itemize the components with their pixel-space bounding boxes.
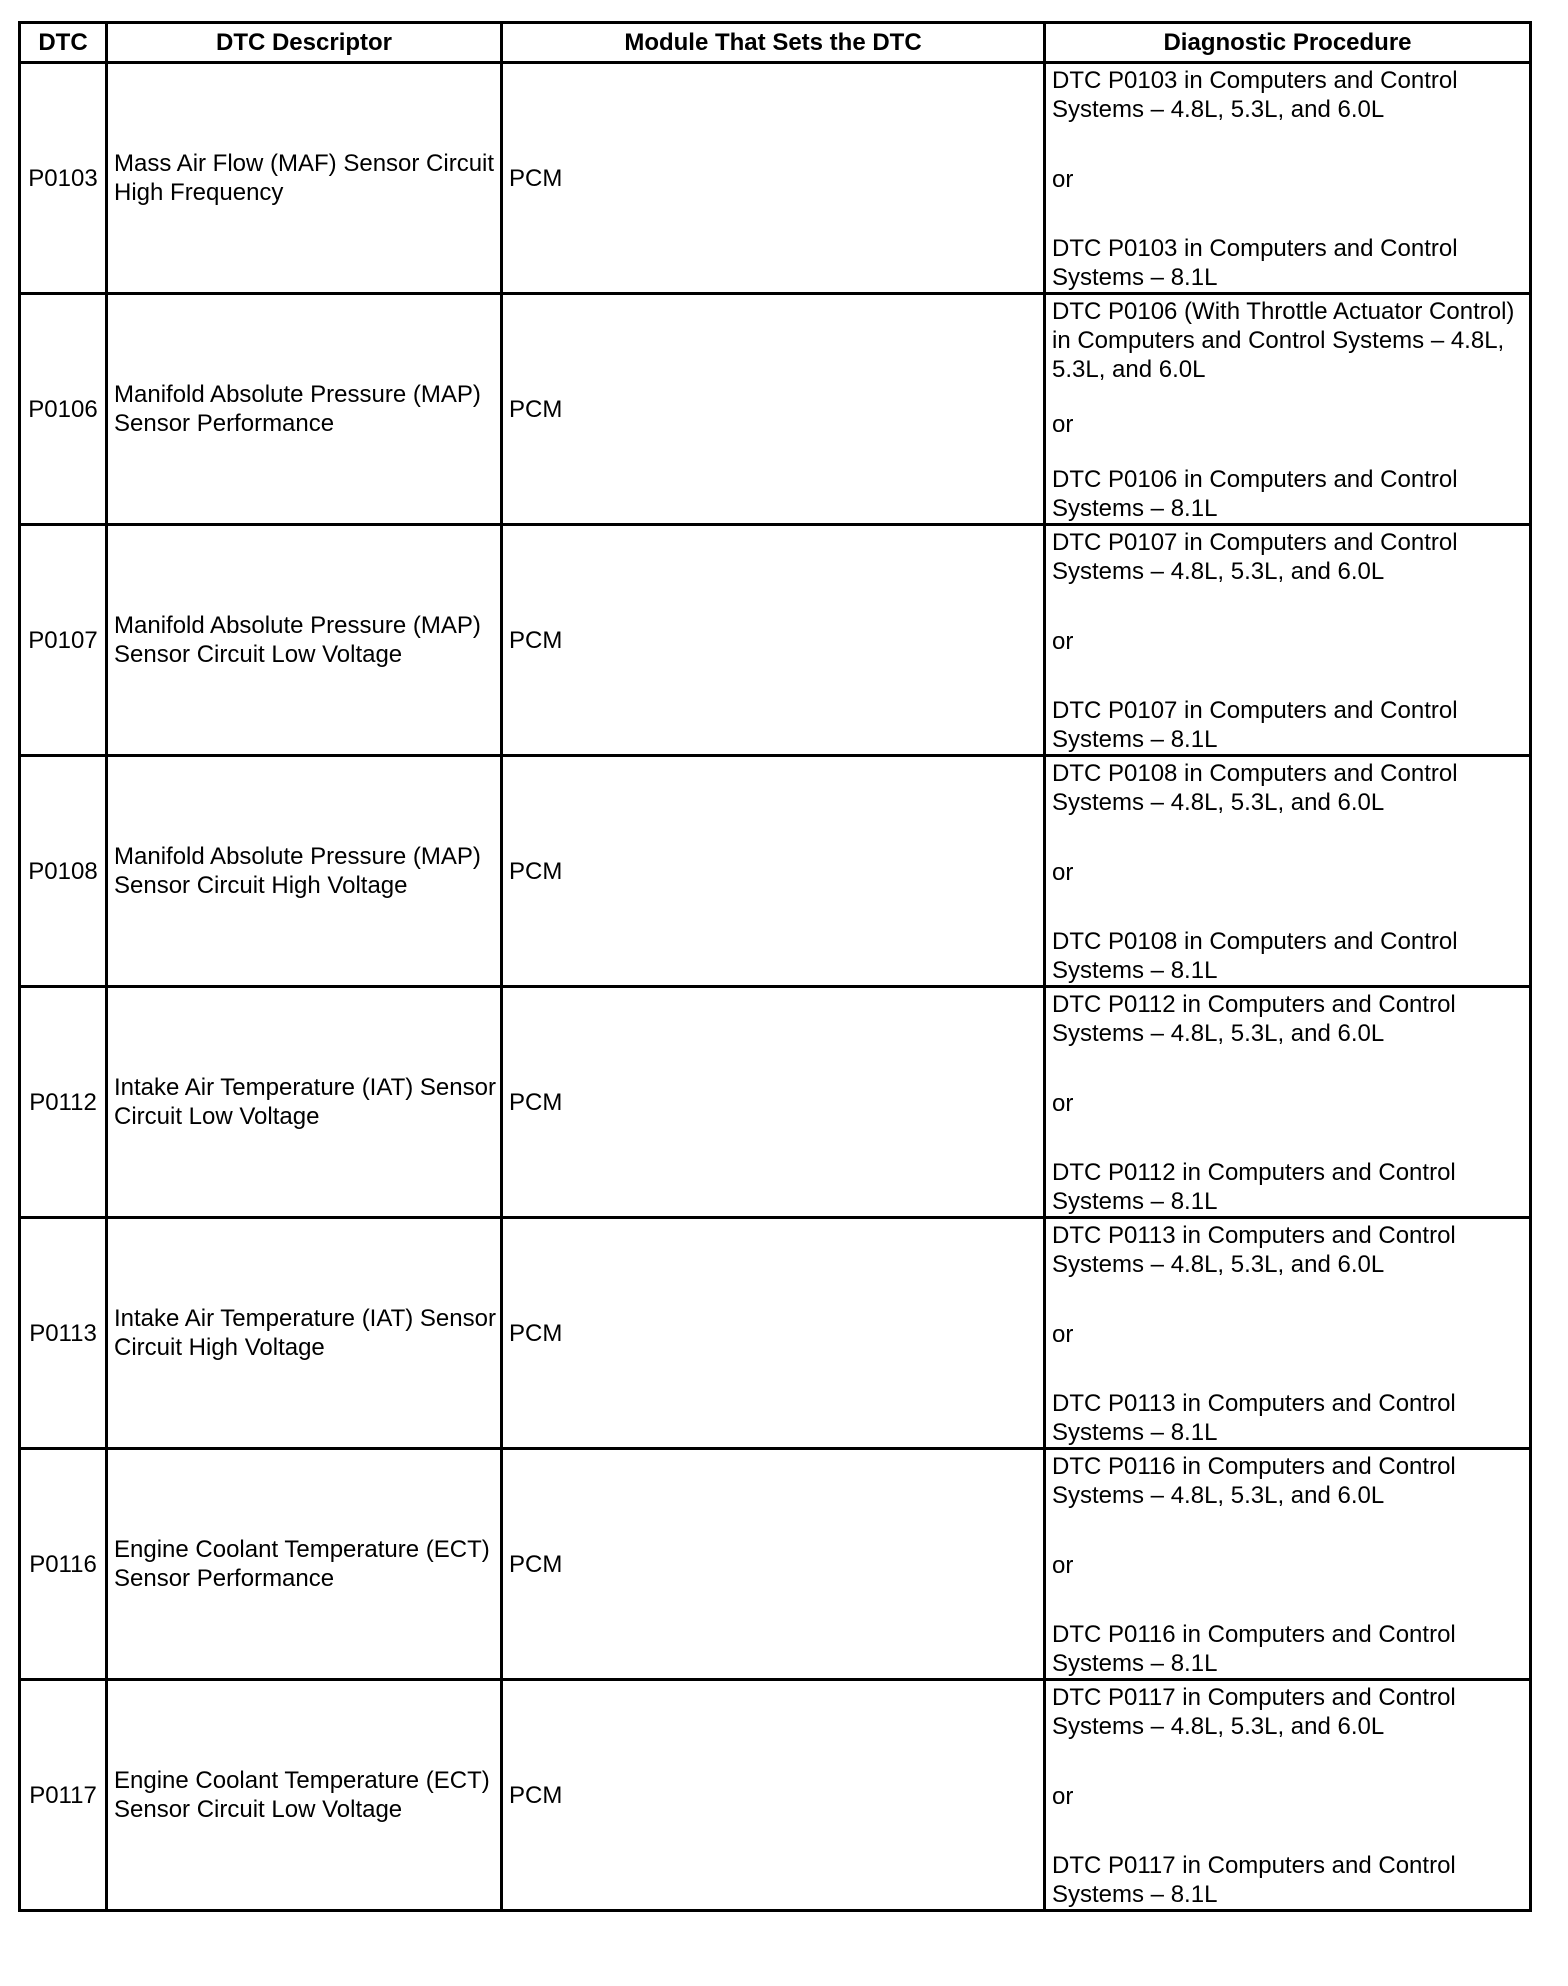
procedure-or: or: [1052, 858, 1074, 886]
procedure-or: or: [1052, 165, 1074, 193]
procedure-alternate: DTC P0117 in Computers and Control Systems – 8.1L: [1052, 1852, 1456, 1908]
procedure-box: [1052, 526, 1529, 754]
procedure-box: [1052, 988, 1529, 1216]
procedure-alternate: DTC P0112 in Computers and Control Systems – 8.1L: [1052, 1159, 1456, 1215]
module-name: PCM: [502, 1218, 1045, 1449]
table-body: [20, 63, 1531, 1911]
procedure-box: [1052, 1219, 1529, 1447]
procedure-or: or: [1052, 1320, 1074, 1348]
module-name: PCM: [502, 756, 1045, 987]
procedure-box: [1052, 1681, 1529, 1909]
procedure-primary: DTC P0116 in Computers and Control Systems – 4.8L, 5.3L, and 6.0L: [1052, 1453, 1456, 1509]
table-row: [20, 987, 1531, 1218]
diagnostic-procedure: [1045, 987, 1531, 1218]
table-row: [20, 1449, 1531, 1680]
dtc-descriptor: Engine Coolant Temperature (ECT) Sensor Circuit Low Voltage: [107, 1680, 502, 1911]
procedure-primary: DTC P0108 in Computers and Control Systems – 4.8L, 5.3L, and 6.0L: [1052, 760, 1458, 816]
diagnostic-procedure: [1045, 63, 1531, 294]
dtc-descriptor: Intake Air Temperature (IAT) Sensor Circuit High Voltage: [107, 1218, 502, 1449]
diagnostic-procedure: [1045, 1218, 1531, 1449]
header-dtc: DTC: [20, 23, 107, 63]
procedure-alternate: DTC P0113 in Computers and Control Systems – 8.1L: [1052, 1390, 1456, 1446]
dtc-descriptor: Intake Air Temperature (IAT) Sensor Circuit Low Voltage: [107, 987, 502, 1218]
dtc-descriptor: Engine Coolant Temperature (ECT) Sensor Performance: [107, 1449, 502, 1680]
diagnostic-procedure: [1045, 525, 1531, 756]
procedure-alternate: DTC P0108 in Computers and Control Systems – 8.1L: [1052, 928, 1458, 984]
header-row: [20, 23, 1531, 63]
dtc-code: P0106: [20, 294, 107, 525]
module-name: PCM: [502, 1680, 1045, 1911]
procedure-box: [1052, 757, 1529, 985]
procedure-primary: DTC P0106 (With Throttle Actuator Control) in Computers and Control Systems – 4.8L, 5.3L, and 6.0L: [1052, 298, 1515, 383]
procedure-alternate: DTC P0116 in Computers and Control Systems – 8.1L: [1052, 1621, 1456, 1677]
header-procedure: Diagnostic Procedure: [1045, 23, 1531, 63]
module-name: PCM: [502, 294, 1045, 525]
table-row: [20, 1680, 1531, 1911]
table-row: [20, 756, 1531, 987]
dtc-code: P0116: [20, 1449, 107, 1680]
procedure-or: or: [1052, 1551, 1074, 1579]
dtc-table: [18, 21, 1532, 1912]
dtc-descriptor: Mass Air Flow (MAF) Sensor Circuit High Frequency: [107, 63, 502, 294]
diagnostic-procedure: [1045, 294, 1531, 525]
table-row: [20, 294, 1531, 525]
dtc-descriptor: Manifold Absolute Pressure (MAP) Sensor Circuit Low Voltage: [107, 525, 502, 756]
table-row: [20, 63, 1531, 294]
dtc-code: P0117: [20, 1680, 107, 1911]
module-name: PCM: [502, 987, 1045, 1218]
dtc-code: P0113: [20, 1218, 107, 1449]
module-name: PCM: [502, 525, 1045, 756]
procedure-primary: DTC P0112 in Computers and Control Systems – 4.8L, 5.3L, and 6.0L: [1052, 991, 1456, 1047]
procedure-alternate: DTC P0106 in Computers and Control Systems – 8.1L: [1052, 466, 1458, 522]
procedure-primary: DTC P0107 in Computers and Control Systems – 4.8L, 5.3L, and 6.0L: [1052, 529, 1458, 585]
module-name: PCM: [502, 63, 1045, 294]
procedure-or: or: [1052, 1089, 1074, 1117]
procedure-box: [1052, 295, 1529, 523]
procedure-or: or: [1052, 1782, 1074, 1810]
dtc-code: P0107: [20, 525, 107, 756]
module-name: PCM: [502, 1449, 1045, 1680]
diagnostic-procedure: [1045, 756, 1531, 987]
dtc-code: P0108: [20, 756, 107, 987]
diagnostic-procedure: [1045, 1449, 1531, 1680]
procedure-box: [1052, 64, 1529, 292]
procedure-box: [1052, 1450, 1529, 1678]
table-row: [20, 525, 1531, 756]
procedure-alternate: DTC P0103 in Computers and Control Systems – 8.1L: [1052, 235, 1458, 291]
procedure-or: or: [1052, 411, 1074, 438]
dtc-descriptor: Manifold Absolute Pressure (MAP) Sensor Circuit High Voltage: [107, 756, 502, 987]
header-descriptor: DTC Descriptor: [107, 23, 502, 63]
table-row: [20, 1218, 1531, 1449]
header-module: Module That Sets the DTC: [502, 23, 1045, 63]
dtc-code: P0103: [20, 63, 107, 294]
diagnostic-procedure: [1045, 1680, 1531, 1911]
dtc-code: P0112: [20, 987, 107, 1218]
dtc-descriptor: Manifold Absolute Pressure (MAP) Sensor Performance: [107, 294, 502, 525]
procedure-or: or: [1052, 627, 1074, 655]
procedure-primary: DTC P0117 in Computers and Control Systems – 4.8L, 5.3L, and 6.0L: [1052, 1684, 1456, 1740]
procedure-primary: DTC P0113 in Computers and Control Systems – 4.8L, 5.3L, and 6.0L: [1052, 1222, 1456, 1278]
procedure-primary: DTC P0103 in Computers and Control Systems – 4.8L, 5.3L, and 6.0L: [1052, 67, 1458, 123]
procedure-alternate: DTC P0107 in Computers and Control Systems – 8.1L: [1052, 697, 1458, 753]
